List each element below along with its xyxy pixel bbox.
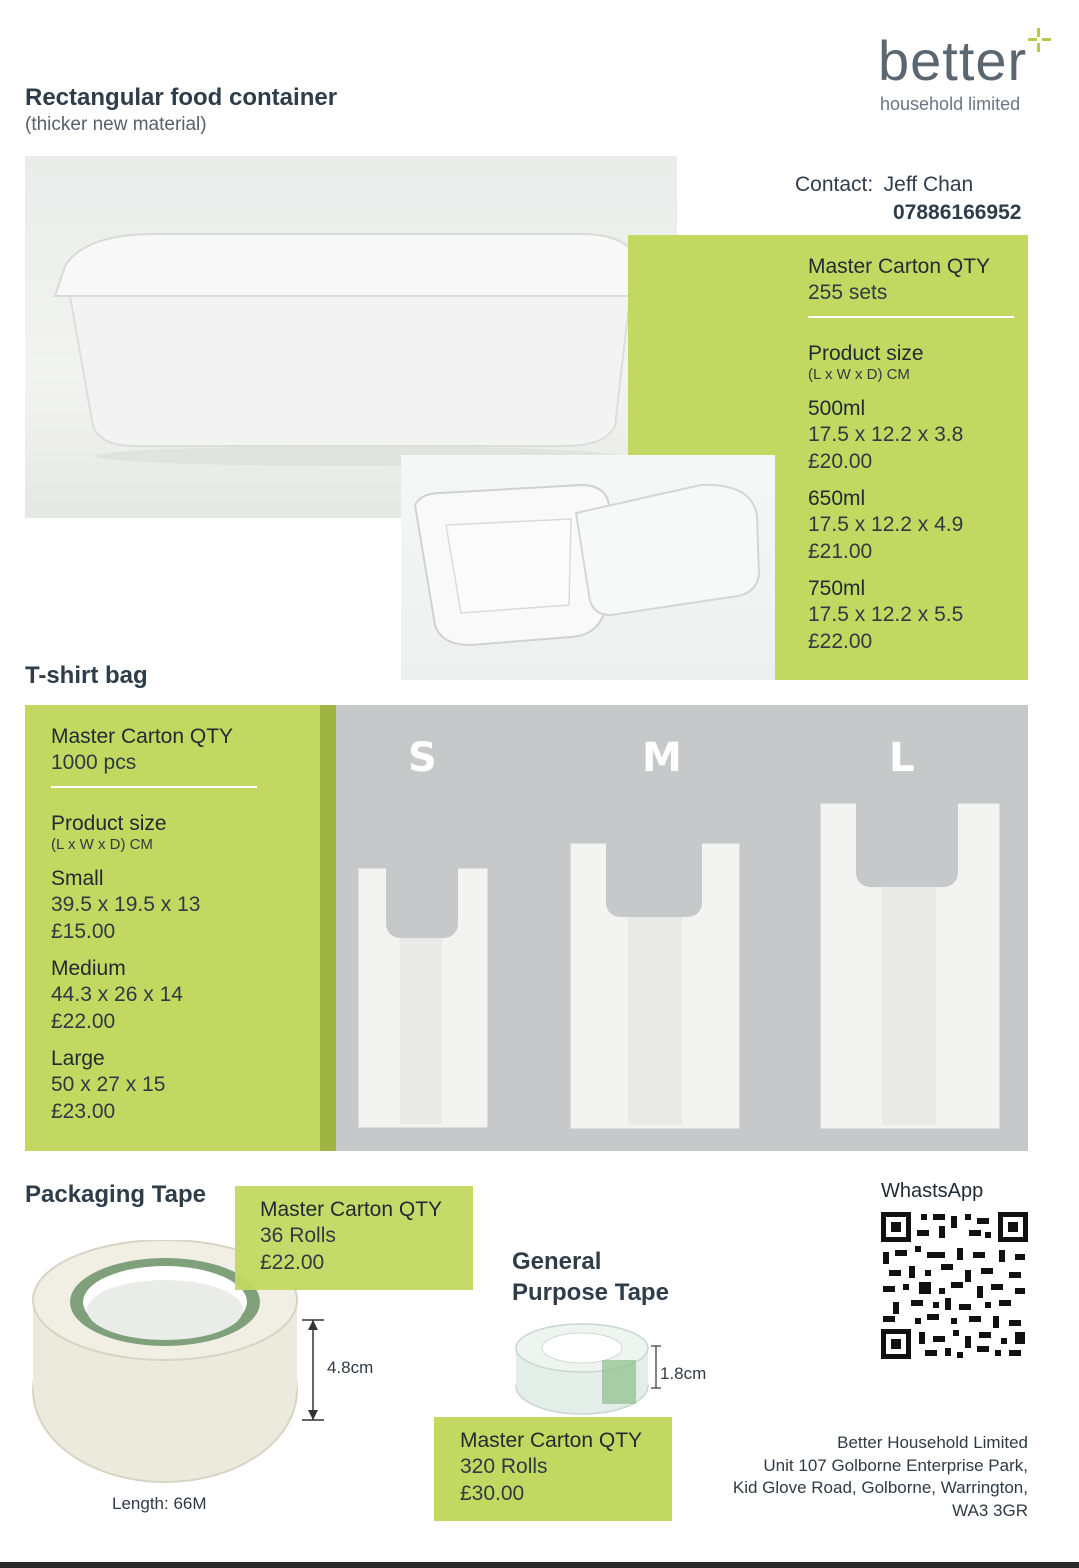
container-carton-label: Master Carton QTY xyxy=(808,255,991,278)
tshirt-photo-panel xyxy=(336,705,1028,1151)
bottom-edge-strip xyxy=(0,1562,1079,1568)
company-address xyxy=(733,1432,1028,1522)
whatsapp-qr-code[interactable] xyxy=(881,1212,1028,1359)
container-item-price: £20.00 xyxy=(808,450,873,473)
general-tape-carton-label: Master Carton QTY xyxy=(460,1429,643,1452)
container-item xyxy=(808,577,1018,655)
brand-logo xyxy=(878,30,1058,120)
page-subtitle: (thicker new material) xyxy=(25,114,207,135)
contact-phone[interactable]: 07886166952 xyxy=(893,201,1022,224)
tshirt-item-name: Large xyxy=(51,1047,105,1070)
container-item-dims: 17.5 x 12.2 x 4.9 xyxy=(808,513,964,536)
bag-small-notch xyxy=(386,868,458,938)
container-carton-qty: 255 sets xyxy=(808,281,888,304)
size-letter-l: L xyxy=(889,735,915,781)
address-line: WA3 3GR xyxy=(952,1500,1028,1520)
tshirt-item xyxy=(51,1047,301,1125)
bag-medium-gusset xyxy=(628,917,682,1125)
tshirt-panel-stripe xyxy=(320,705,336,1151)
general-tape-photo xyxy=(512,1320,652,1420)
container-item-price: £22.00 xyxy=(808,630,873,653)
container-info xyxy=(808,255,1018,655)
address-line: Kid Glove Road, Golborne, Warrington, xyxy=(732,1478,1028,1497)
tape-width-dimension-icon xyxy=(298,1318,328,1422)
container-item xyxy=(808,397,1018,475)
tshirt-item-dims: 39.5 x 19.5 x 13 xyxy=(51,893,201,916)
container-item xyxy=(808,487,1018,565)
bag-large-notch xyxy=(856,803,958,887)
container-item-dims: 17.5 x 12.2 x 3.8 xyxy=(808,423,964,446)
tshirt-item-dims: 50 x 27 x 15 xyxy=(51,1073,166,1096)
general-tape-carton-qty: 320 Rolls xyxy=(460,1455,548,1478)
divider xyxy=(808,316,1014,318)
size-letter-s: S xyxy=(408,735,437,781)
bag-large-gusset xyxy=(882,887,936,1125)
general-tape-title-line1: General xyxy=(512,1248,602,1275)
tshirt-title: T-shirt bag xyxy=(25,662,148,689)
open-container-illustration xyxy=(401,455,775,680)
tshirt-item-name: Medium xyxy=(51,957,126,980)
small-tape-roll-illustration xyxy=(512,1320,652,1420)
address-line: Better Household Limited xyxy=(837,1433,1028,1452)
tshirt-item-price: £22.00 xyxy=(51,1010,116,1033)
tshirt-carton-qty: 1000 pcs xyxy=(51,751,137,774)
contact-block xyxy=(795,173,1035,197)
packaging-tape-price: £22.00 xyxy=(260,1251,325,1274)
qr-code-icon xyxy=(881,1212,1028,1359)
container-item-name: 500ml xyxy=(808,397,866,420)
tshirt-item-price: £23.00 xyxy=(51,1100,116,1123)
container-item-price: £21.00 xyxy=(808,540,873,563)
container-size-label: Product size xyxy=(808,342,924,365)
general-tape-info xyxy=(460,1429,670,1507)
contact-name: Jeff Chan xyxy=(883,173,974,196)
packaging-tape-info xyxy=(260,1198,470,1276)
packaging-tape-title: Packaging Tape xyxy=(25,1181,206,1208)
tshirt-size-unit: (L x W x D) CM xyxy=(51,836,153,853)
general-tape-width: 1.8cm xyxy=(660,1364,707,1383)
bag-small-gusset xyxy=(400,938,442,1124)
plus-sparkle-icon xyxy=(1026,26,1052,54)
tshirt-info xyxy=(51,725,301,1125)
contact-label: Contact: xyxy=(795,173,874,196)
general-tape-title-line2: Purpose Tape xyxy=(512,1279,669,1306)
packaging-tape-width: 4.8cm xyxy=(327,1358,374,1377)
packaging-tape-carton-label: Master Carton QTY xyxy=(260,1198,443,1221)
packaging-tape-length: Length: 66M xyxy=(112,1494,207,1513)
tshirt-carton-label: Master Carton QTY xyxy=(51,725,234,748)
container-item-name: 650ml xyxy=(808,487,866,510)
tshirt-size-label: Product size xyxy=(51,812,167,835)
divider xyxy=(51,786,257,788)
packaging-tape-carton-qty: 36 Rolls xyxy=(260,1224,336,1247)
container-item-dims: 17.5 x 12.2 x 5.5 xyxy=(808,603,964,626)
page-title: Rectangular food container xyxy=(25,84,338,111)
container-size-unit: (L x W x D) CM xyxy=(808,366,910,383)
general-tape-price: £30.00 xyxy=(460,1482,525,1505)
address-line: Unit 107 Golborne Enterprise Park, xyxy=(763,1455,1028,1475)
whatsapp-label: WhastsApp xyxy=(881,1180,984,1202)
tshirt-item xyxy=(51,957,301,1035)
brand-tagline: household limited xyxy=(880,94,1021,114)
container-photo-open xyxy=(401,455,775,680)
tshirt-item-name: Small xyxy=(51,867,104,890)
bag-medium-notch xyxy=(606,843,702,917)
tshirt-item xyxy=(51,867,301,945)
size-letter-m: M xyxy=(642,735,682,781)
brand-name: better xyxy=(878,29,1028,92)
tshirt-item-price: £15.00 xyxy=(51,920,116,943)
container-item-name: 750ml xyxy=(808,577,866,600)
tshirt-item-dims: 44.3 x 26 x 14 xyxy=(51,983,183,1006)
